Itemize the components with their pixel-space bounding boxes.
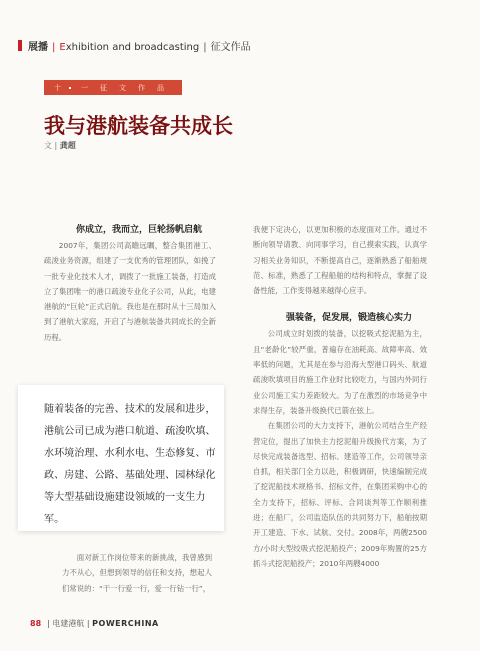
right-column — [253, 222, 427, 571]
badge-char: 文 — [119, 83, 128, 92]
left-subheading: 你成立，我而立，巨轮扬帆启航 — [75, 225, 202, 235]
badge-char: 征 — [100, 83, 109, 92]
english-first-letter: E — [59, 42, 66, 53]
left-column — [44, 222, 216, 345]
category-label: 征文作品 — [210, 42, 251, 53]
pull-quote-text: 随着装备的完善、技术的发展和进步，港航公司已成为港口航道、疏浚吹填、水环境治理、水利水电、生态修复、市政、房建、公路、基础处理、园林绿化等大型基础设施建设领域的一支生力军。 — [44, 404, 216, 525]
badge-char: 品 — [157, 83, 166, 92]
right-paragraph-2: 公司成立时划拨的装备，以挖吸式挖泥船为主，且“老龄化”较严重，普遍存在油耗高、故障率高、效率低的问题，尤其是在参与沿海大型港口码头、航道疏浚吹填项目的施工作业时比较吃力，与国内外同行业公司施工实力差距较大。为了在激烈的市场竞争中求得生存，装备升级换代已箭在弦上。 — [253, 329, 427, 415]
section-marker — [18, 40, 22, 51]
byline: 文 | 龚超 — [44, 141, 76, 150]
running-header: 展播 | Exhibition and broadcasting | 征文作品 — [28, 42, 251, 53]
badge-char: 十 — [54, 83, 63, 92]
author-name: 龚超 — [59, 141, 76, 150]
page-number: 88 — [30, 619, 42, 628]
section-label: 展播 — [28, 42, 48, 53]
publication-name: 电建港航 — [52, 619, 85, 628]
right-subheading: 强装备，促发展，锻造核心实力 — [285, 313, 412, 324]
page-footer: 88 | 电建港航 | POWERCHINA — [30, 619, 159, 628]
contest-badge — [44, 80, 182, 95]
article-title: 我与港航装备共成长 — [44, 114, 233, 138]
badge-char: 一 — [81, 83, 90, 92]
right-paragraph-1: 我便下定决心，以更加积极的态度面对工作。通过不断向领导请教、向同事学习，自己摸索实践，认真学习相关业务知识，不断提高自己，逐渐熟悉了船舶规范、标准，熟悉了工程船舶的结构和特点，掌握了设备性能，工作变得越来越得心应手。 — [253, 225, 427, 296]
english-section-label: xhibition and broadcasting — [65, 42, 200, 53]
pull-quote-box — [18, 385, 224, 531]
left-paragraph: 2007年，集团公司高瞻远瞩，整合集团港工、疏浚业务资源，组建了一支优秀的管理团队，如挽了一批专业化技术人才，调拨了一批施工装备，打造成立了集团唯一的港口疏浚专业化子公司，从此，电建港航的“巨轮”正式启航。我也是在那时从十三局加入到了港航大家庭，开启了与港航装备共同成长的全新历程。 — [44, 241, 216, 342]
right-paragraph-3: 在集团公司的大力支持下，港航公司结合生产经营定位，提出了加快主力挖泥船升级换代方案，为了尽快完成装备选型、招标、建造等工作，公司领导亲自抓，相关部门全力以赴，积极调研，快速编制完成了挖泥船技术规格书、招标文件，在集团采购中心的全力支持下，招标、评标、合同谈判等工作顺利推进；在船厂，公司监造队伍的共同努力下，船舶按期开工建造、下水、试航、交付。2008年，两艘2500方/小时大型绞吸式挖泥船投产；2009年购置的25方抓斗式挖泥船投产；2010年两艘4000 — [253, 421, 427, 568]
brand-name: POWERCHINA — [92, 619, 159, 628]
badge-char: 作 — [138, 83, 147, 92]
bottom-left-column — [62, 550, 212, 596]
bottom-left-paragraph: 面对新工作岗位带来的新挑战，我曾感到力不从心，但想到领导的信任和支持，想起人们常说的：“干一行爱一行，爱一行钻一行”， — [62, 553, 212, 593]
